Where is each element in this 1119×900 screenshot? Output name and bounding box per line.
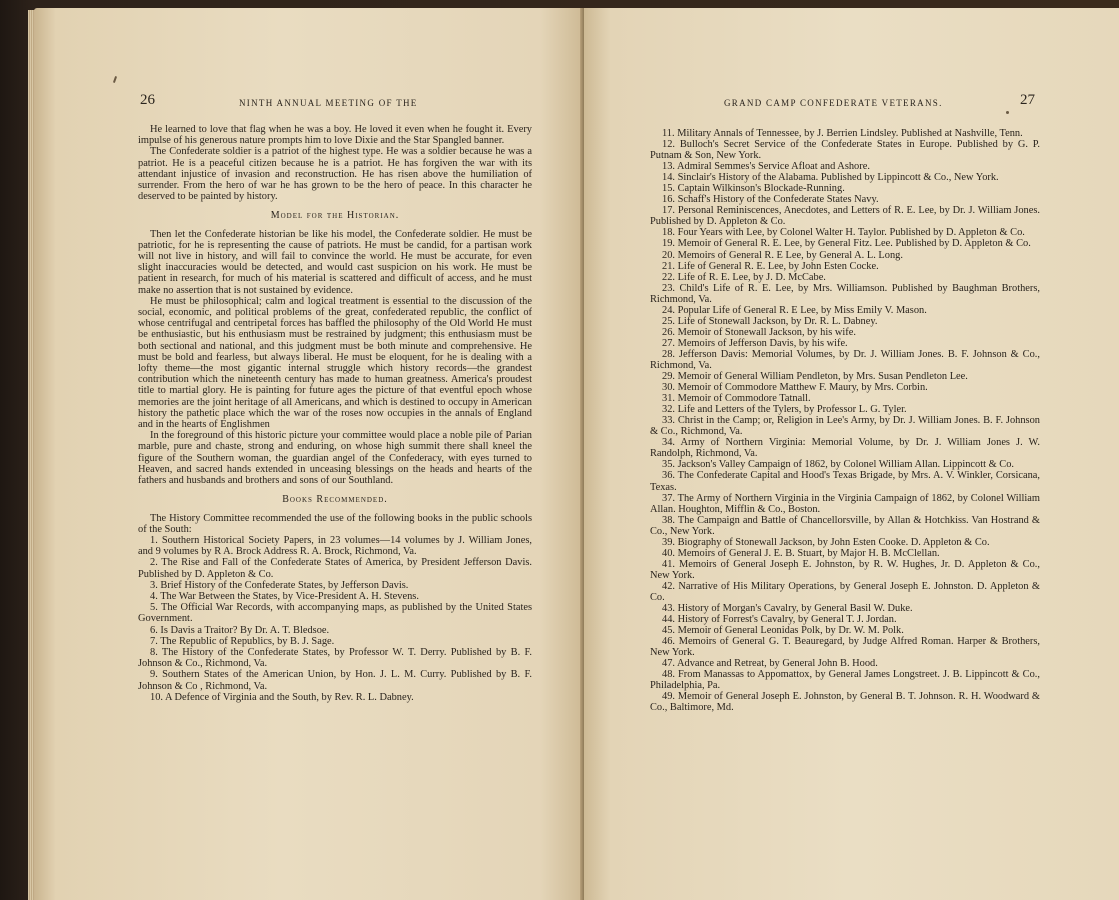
list-item: 19. Memoir of General R. E. Lee, by General Fitz. Lee. Published by D. Appleton & Co. bbox=[662, 238, 1031, 250]
list-item: 48. From Manassas to Appomattox, by General James Longstreet. J. B. Lippincott & Co., Philadelphia, Pa. bbox=[650, 669, 1040, 692]
list-item: 27. Memoirs of Jefferson Davis, by his wife. bbox=[662, 337, 848, 349]
list-item: 1. Southern Historical Society Papers, in 23 volumes—14 volumes by J. William Jones, and 9 volumes by R A. Brock Address R. A. Brock, Richmond, Va. bbox=[138, 534, 532, 558]
paragraph: The History Committee recommended the use of the following books in the public schools of the South: bbox=[138, 512, 532, 535]
list-item: 16. Schaff's History of the Confederate States Navy. bbox=[662, 194, 879, 206]
list-item: 12. Bulloch's Secret Service of the Confederate States in Europe. Published by G. P. Putnam & Son, New York. bbox=[650, 139, 1040, 162]
list-item: 14. Sinclair's History of the Alabama. Published by Lippincott & Co., New York. bbox=[662, 172, 999, 184]
list-item: 15. Captain Wilkinson's Blockade-Running. bbox=[662, 183, 845, 195]
book-list-right bbox=[650, 128, 1040, 713]
list-item: 40. Memoirs of General J. E. B. Stuart, by Major H. B. McClellan. bbox=[662, 547, 940, 559]
list-item: 42. Narrative of His Military Operations, by General Joseph E. Johnston. D. Appleton & Co. bbox=[650, 580, 1040, 603]
list-item: 34. Army of Northern Virginia: Memorial Volume, by Dr. J. William Jones J. W. Randolph, Richmond, Va. bbox=[650, 437, 1040, 460]
left-page bbox=[34, 8, 584, 900]
list-item: 9. Southern States of the American Union, by Hon. J. L. M. Curry. Published by B. F. Johnson & Co , Richmond, Va. bbox=[138, 669, 532, 692]
list-item: 32. Life and Letters of the Tylers, by Professor L. G. Tyler. bbox=[662, 404, 907, 416]
list-item: 47. Advance and Retreat, by General John B. Hood. bbox=[662, 658, 878, 670]
list-item: 23. Child's Life of R. E. Lee, by Mrs. Williamson. Published by Baughman Brothers, Richmond, Va. bbox=[650, 282, 1040, 305]
list-item: 31. Memoir of Commodore Tatnall. bbox=[662, 393, 811, 405]
list-item: 22. Life of R. E. Lee, by J. D. McCabe. bbox=[662, 271, 826, 283]
paragraph: He must be philosophical; calm and logical treatment is essential to the discussion of the social, economic, and political problems of the great, confederated republic, the conflict of whose centrifugal and centripetal forces has baffled the philosophy of the Old World He must be enthusiastic, but his enthusiasm must be restrained by judgment; this enthusiasm must be both sectional and national, and this judgment must be both minute and comprehensive. He must be bold and fearless, but always liberal. He must be eloquent, for he is dealing with a lofty theme—the most gigantic internal struggle which history records—the grandest contribution which the nineteenth century has made to human greatness. America's proudest title to martial glory. He is painting for future ages the picture of that eventful epoch whose memories are the joint heritage of all Americans, and which is destined to occupy in American history the pathetic place which the war of the roses now occupies in the annals of England and in the hearts of Englishmen bbox=[138, 295, 532, 431]
section-heading: Model for the Historian. bbox=[270, 210, 400, 222]
running-head-left: NINTH ANNUAL MEETING OF THE bbox=[239, 98, 418, 108]
list-item: 35. Jackson's Valley Campaign of 1862, by Colonel William Allan. Lippincott & Co. bbox=[662, 459, 1015, 471]
list-item: 21. Life of General R. E. Lee, by John Esten Cocke. bbox=[662, 260, 879, 272]
list-item: 44. History of Forrest's Cavalry, by General T. J. Jordan. bbox=[662, 614, 897, 626]
list-item: 5. The Official War Records, with accompanying maps, as published by the United States Government. bbox=[138, 602, 532, 625]
list-item: 13. Admiral Semmes's Service Afloat and Ashore. bbox=[662, 161, 870, 173]
list-item: 3. Brief History of the Confederate States, by Jefferson Davis. bbox=[150, 579, 409, 591]
paragraph: Then let the Confederate historian be like his model, the Confederate soldier. He must be patriotic, for he is representing the cause of patriots. He must be candid, for a partisan work will not live in history, and will fail to convince the world. He must be accurate, for even slight inaccuracies would be detected, and would cast suspicion on his work. He must be patient in research, for much of his material is scattered and difficult of access, and he must make no assertion that is not sustained by evidence. bbox=[138, 228, 532, 296]
right-body bbox=[650, 128, 1040, 713]
list-item: 33. Christ in the Camp; or, Religion in Lee's Army, by Dr. J. William Jones. B. F. Johnson & Co., Richmond, Va. bbox=[650, 415, 1040, 438]
section-heading: Books Recommended. bbox=[282, 494, 388, 506]
list-item: 17. Personal Reminiscences, Anecdotes, and Letters of R. E. Lee, by Dr. J. William Jones. Published by D. Appleton & Co. bbox=[650, 205, 1040, 228]
book-list-left bbox=[138, 535, 532, 703]
right-page bbox=[584, 8, 1119, 900]
list-item: 20. Memoirs of General R. E Lee, by General A. L. Long. bbox=[662, 249, 903, 261]
list-item: 2. The Rise and Fall of the Confederate States of America, by President Jefferson Davis. Published by D. Appleton & Co. bbox=[138, 557, 532, 580]
list-item: 37. The Army of Northern Virginia in the Virginia Campaign of 1862, by Colonel William Allan. Houghton, Mifflin & Co., Boston. bbox=[650, 492, 1040, 515]
page-number-right: 27 bbox=[1020, 92, 1035, 108]
list-item: 11. Military Annals of Tennessee, by J. Berrien Lindsley. Published at Nashville, Tenn. bbox=[662, 128, 1023, 139]
page-number-left: 26 bbox=[140, 92, 155, 108]
list-item: 49. Memoir of General Joseph E. Johnston, by General B. T. Johnson. R. H. Woodward & Co., Baltimore, Md. bbox=[650, 691, 1040, 714]
list-item: 25. Life of Stonewall Jackson, by Dr. R. L. Dabney. bbox=[662, 315, 878, 327]
list-item: 24. Popular Life of General R. E Lee, by Miss Emily V. Mason. bbox=[662, 304, 927, 316]
ink-mark bbox=[1006, 111, 1009, 114]
list-item: 29. Memoir of General William Pendleton, by Mrs. Susan Pendleton Lee. bbox=[662, 371, 968, 383]
list-item: 43. History of Morgan's Cavalry, by General Basil W. Duke. bbox=[662, 603, 913, 615]
list-item: 46. Memoirs of General G. T. Beauregard, by Judge Alfred Roman. Harper & Brothers, New York. bbox=[650, 636, 1040, 659]
list-item: 45. Memoir of General Leonidas Polk, by Dr. W. M. Polk. bbox=[662, 625, 904, 637]
list-item: 6. Is Davis a Traitor? By Dr. A. T. Bledsoe. bbox=[150, 624, 330, 636]
running-head-right: GRAND CAMP CONFEDERATE VETERANS. bbox=[724, 98, 943, 108]
list-item: 38. The Campaign and Battle of Chancellorsville, by Allan & Hotchkiss. Van Hostrand & Co., New York. bbox=[650, 514, 1040, 537]
list-item: 4. The War Between the States, by Vice-President A. H. Stevens. bbox=[150, 590, 419, 602]
paragraph: He learned to love that flag when he was a boy. He loved it even when he fought it. Every impulse of his generous nature prompts him to love Dixie and the Star Spangled banner. bbox=[138, 124, 532, 147]
list-item: 10. A Defence of Virginia and the South, by Rev. R. L. Dabney. bbox=[150, 691, 414, 703]
left-body bbox=[138, 124, 532, 703]
list-item: 30. Memoir of Commodore Matthew F. Maury, by Mrs. Corbin. bbox=[662, 382, 928, 394]
list-item: 26. Memoir of Stonewall Jackson, by his wife. bbox=[662, 326, 856, 338]
paragraph: In the foreground of this historic picture your committee would place a noble pile of Parian marble, pure and chaste, strong and enduring, on whose high summit there shall kneel the figure of the Southern woman, the guardian angel of the Confederacy, with eyes turned to Heaven, and sacred hands extended in unceasing blessings on the heads and hearts of the fathers and husbands and brothers and sons of our Southland. bbox=[138, 430, 532, 487]
list-item: 8. The History of the Confederate States, by Professor W. T. Derry. Published by B. F. Johnson & Co., Richmond, Va. bbox=[138, 646, 532, 670]
list-item: 28. Jefferson Davis: Memorial Volumes, by Dr. J. William Jones. B. F. Johnson & Co., Richmond, Va. bbox=[650, 348, 1040, 371]
list-item: 36. The Confederate Capital and Hood's Texas Brigade, by Mrs. A. V. Winkler, Corsicana, Texas. bbox=[650, 470, 1040, 493]
list-item: 18. Four Years with Lee, by Colonel Walter H. Taylor. Published by D. Appleton & Co. bbox=[662, 227, 1025, 239]
ink-mark bbox=[113, 76, 117, 83]
paragraph: The Confederate soldier is a patriot of the highest type. He was a soldier because he was a patriot. He is a peaceful citizen because he is a patriot. He has forgiven the war with its attendant injustice of invasion and reconstruction. He has risen above the humiliation of surrender. From the hero of war he has grown to be the hero of peace. In this character he deserved to be painted by history. bbox=[138, 146, 532, 203]
list-item: 39. Biography of Stonewall Jackson, by John Esten Cooke. D. Appleton & Co. bbox=[662, 536, 990, 548]
list-item: 41. Memoirs of General Joseph E. Johnston, by R. W. Hughes, Jr. D. Appleton & Co., New York. bbox=[650, 558, 1040, 581]
list-item: 7. The Republic of Republics, by B. J. Sage. bbox=[150, 635, 335, 647]
